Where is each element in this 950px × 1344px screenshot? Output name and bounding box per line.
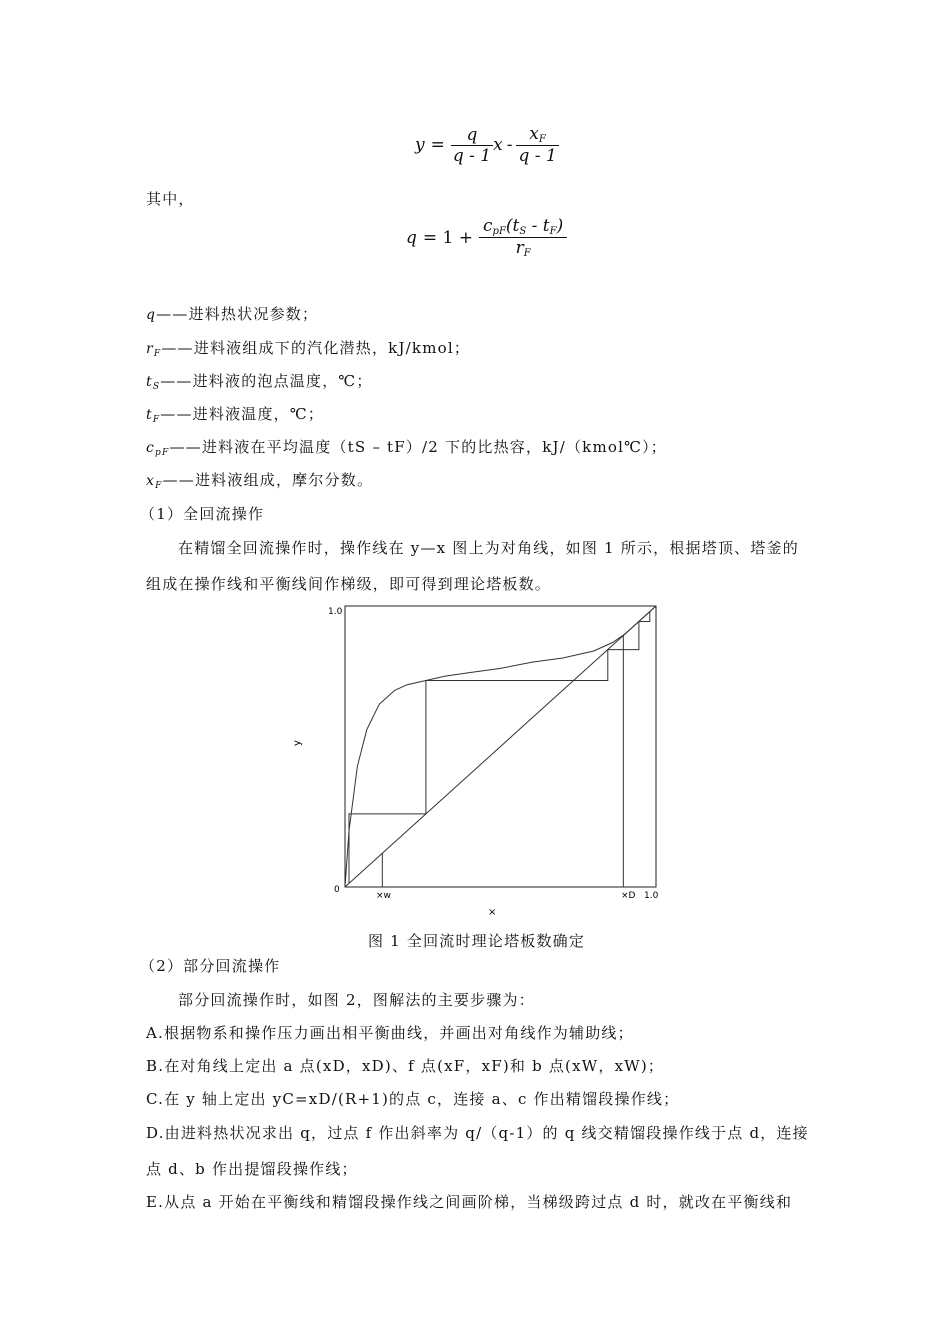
plot-layer — [345, 606, 656, 887]
section1-heading: （1）全回流操作 — [140, 505, 265, 523]
eq1-num1: q — [451, 125, 493, 146]
step-c: C.在 y 轴上定出 yC=xD/(R+1)的点 c，连接 a、c 作出精馏段操作线； — [146, 1090, 680, 1108]
eq1-num2-main: x — [529, 124, 539, 144]
step-d-line2: 点 d、b 作出提馏段操作线； — [146, 1160, 358, 1178]
eq1-lhs: y — [415, 135, 425, 155]
definition-tf-text: ——进料液温度，℃； — [160, 405, 325, 423]
definition-rf-sub: F — [153, 349, 162, 359]
eq1-den1: q - 1 — [452, 145, 492, 166]
eq2-den — [479, 238, 567, 259]
eq1-num2 — [516, 124, 558, 146]
equation-q — [406, 216, 567, 259]
x-right-label: 1.0 — [644, 891, 659, 901]
definition-q — [146, 303, 318, 324]
section2-intro: 部分回流操作时，如图 2，图解法的主要步骤为： — [178, 991, 535, 1009]
eq2-den-main: r — [515, 238, 524, 258]
mccabe-thiele-figure — [280, 598, 680, 920]
origin-label: 0 — [334, 885, 340, 895]
eq1-num2-sub: F — [538, 134, 546, 145]
intro-which: 其中， — [146, 190, 195, 208]
definition-xf-text: ——进料液组成，摩尔分数。 — [162, 471, 374, 489]
definition-q-symbol: q — [146, 307, 157, 323]
definition-tf — [146, 403, 324, 425]
definition-ts-text: ——进料液的泡点温度，℃； — [160, 372, 373, 390]
eq2-num-c: c — [483, 216, 493, 236]
eq2-num-mid: - t — [526, 216, 550, 236]
definition-xf-symbol: x — [146, 473, 156, 489]
definition-ts-symbol: t — [146, 374, 153, 390]
eq2-num-c-sub: pF — [492, 226, 506, 237]
eq1-fraction-1 — [451, 125, 493, 166]
definition-cpf-text: ——进料液在平均温度（tS – tF）/2 下的比热容，kJ/（kmol℃）； — [169, 438, 667, 456]
xw-label: ×w — [376, 891, 391, 901]
eq2-num-close: ) — [556, 216, 564, 236]
eq2-eq: = 1 + — [422, 227, 474, 248]
eq2-num-tf-sub: F — [549, 226, 557, 237]
xd-label: ×D — [621, 891, 636, 901]
y-top-label: 1.0 — [328, 607, 343, 617]
eq2-den-sub: F — [523, 248, 531, 259]
definition-ts — [146, 370, 373, 392]
x-axis-label: × — [488, 907, 497, 918]
eq2-fraction — [479, 216, 567, 259]
definition-tf-symbol: t — [146, 407, 153, 423]
definition-cpf-symbol: c — [146, 440, 156, 456]
definition-tf-sub: F — [152, 415, 161, 425]
definition-xf — [146, 469, 373, 491]
step-e: E.从点 a 开始在平衡线和精馏段操作线之间画阶梯，当梯级跨过点 d 时，就改在平衡线和 — [146, 1193, 793, 1211]
eq1-den2: q - 1 — [518, 146, 557, 166]
section2-heading: （2）部分回流操作 — [140, 957, 281, 975]
eq2-num — [479, 216, 567, 238]
definition-ts-sub: S — [152, 382, 161, 392]
definition-rf-text: ——进料液组成下的汽化潜热，kJ/kmol； — [161, 339, 471, 357]
diagonal-line — [345, 606, 656, 887]
eq2-num-ts-sub: S — [519, 226, 527, 237]
definition-cpf-sub: pF — [155, 448, 170, 458]
eq2-lhs: q — [406, 227, 417, 248]
eq1-equals: = — [430, 135, 445, 155]
eq1-fraction-2 — [516, 124, 558, 166]
eq2-num-open: (t — [505, 216, 520, 236]
section1-para-line2: 组成在操作线和平衡线间作梯级，即可得到理论塔板数。 — [146, 575, 552, 593]
step-b: B.在对角线上定出 a 点(xD，xD)、f 点(xF，xF)和 b 点(xW，xW)； — [146, 1057, 665, 1075]
definition-q-text: ——进料热状况参数； — [156, 305, 319, 323]
y-axis-label: y — [292, 740, 303, 746]
definition-xf-sub: F — [155, 481, 163, 491]
step-d-line1: D.由进料热状况求出 q，过点 f 作出斜率为 q/（q-1）的 q 线交精馏段操作线于点 d，连接 — [146, 1124, 809, 1142]
step-a: A.根据物系和操作压力画出相平衡曲线，并画出对角线作为辅助线； — [146, 1024, 634, 1042]
definition-cpf — [146, 436, 667, 458]
section1-para-line1: 在精馏全回流操作时，操作线在 y—x 图上为对角线，如图 1 所示，根据塔顶、塔釜的 — [178, 539, 799, 557]
eq1-minus: - — [506, 135, 513, 155]
figure1-caption: 图 1 全回流时理论塔板数确定 — [368, 932, 586, 950]
definition-rf-symbol: r — [146, 341, 154, 357]
eq1-var: x — [493, 135, 503, 155]
definition-rf — [146, 337, 470, 359]
equation-operating-line — [415, 124, 559, 166]
